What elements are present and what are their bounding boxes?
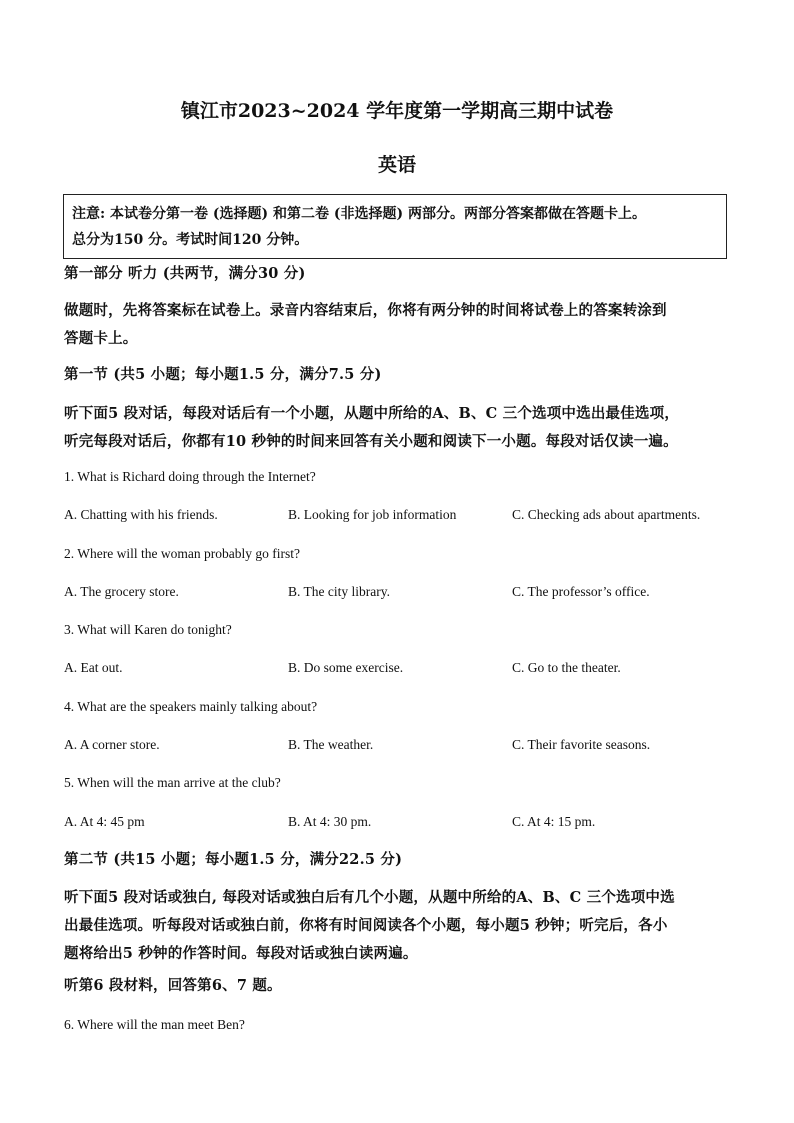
q2-option-b: B. The city library.	[288, 584, 390, 599]
notice-line-1: 注意: 本试卷分第一卷 (选择题) 和第二卷 (非选择题) 两部分。两部分答案都做在答题卡上。	[72, 206, 647, 222]
q3-option-c: C. Go to the theater.	[512, 660, 621, 675]
q2-option-c: C. The professor’s office.	[512, 584, 650, 599]
question-1: 1. What is Richard doing through the Internet?	[64, 469, 316, 484]
section1-instruction-line-2: 听完每段对话后，你都有10 秒钟的时间来回答有关小题和阅读下一小题。每段对话仅读一遍。	[64, 433, 678, 450]
section2-instruction-line-1: 听下面5 段对话或独白, 每段对话或独白后有几个小题，从题中所给的A、B、C 三个选项中选	[64, 889, 675, 906]
q2-option-a: A. The grocery store.	[64, 584, 179, 599]
q1-option-b: B. Looking for job information	[288, 507, 457, 522]
exam-title: 镇江市2023~2024 学年度第一学期高三期中试卷	[180, 100, 614, 122]
subject-title: 英语	[377, 154, 416, 176]
section1-instruction	[64, 400, 730, 456]
part1-instruction	[64, 297, 730, 353]
part1-heading: 第一部分 听力 (共两节，满分30 分)	[64, 265, 306, 282]
q3-option-a: A. Eat out.	[64, 660, 123, 675]
part1-instruction-line-1: 做题时，先将答案标在试卷上。录音内容结束后，你将有两分钟的时间将试卷上的答案转涂到	[64, 302, 667, 319]
part1-instruction-line-2: 答题卡上。	[64, 330, 138, 347]
question-5: 5. When will the man arrive at the club?	[64, 775, 281, 790]
section2-instruction-line-3: 题将给出5 秒钟的作答时间。每段对话或独白读两遍。	[64, 945, 418, 962]
question-3: 3. What will Karen do tonight?	[64, 622, 232, 637]
q5-option-a: A. At 4: 45 pm	[64, 814, 145, 829]
material-6-heading: 听第6 段材料，回答第6、7 题。	[64, 977, 282, 994]
section2-heading: 第二节 (共15 小题；每小题1.5 分，满分22.5 分)	[64, 851, 403, 868]
notice-box	[63, 194, 727, 259]
question-4: 4. What are the speakers mainly talking about?	[64, 699, 318, 714]
q5-option-b: B. At 4: 30 pm.	[288, 814, 372, 829]
q1-option-c: C. Checking ads about apartments.	[512, 507, 701, 522]
question-2: 2. Where will the woman probably go first?	[64, 546, 300, 561]
q4-option-c: C. Their favorite seasons.	[512, 737, 651, 752]
q5-option-c: C. At 4: 15 pm.	[512, 814, 596, 829]
q4-option-b: B. The weather.	[288, 737, 374, 752]
question-6: 6. Where will the man meet Ben?	[64, 1017, 245, 1032]
notice-line-2: 总分为150 分。考试时间120 分钟。	[72, 232, 309, 248]
section1-instruction-line-1: 听下面5 段对话，每段对话后有一个小题，从题中所给的A、B、C 三个选项中选出最佳选项，	[64, 405, 680, 422]
q4-option-a: A. A corner store.	[64, 737, 160, 752]
q3-option-b: B. Do some exercise.	[288, 660, 404, 675]
section1-heading: 第一节 (共5 小题；每小题1.5 分，满分7.5 分)	[64, 366, 382, 383]
q1-option-a: A. Chatting with his friends.	[64, 507, 218, 522]
section2-instruction-line-2: 出最佳选项。听每段对话或独白前，你将有时间阅读各个小题，每小题5 秒钟；听完后，各小	[64, 917, 668, 934]
section2-instruction	[64, 884, 730, 968]
